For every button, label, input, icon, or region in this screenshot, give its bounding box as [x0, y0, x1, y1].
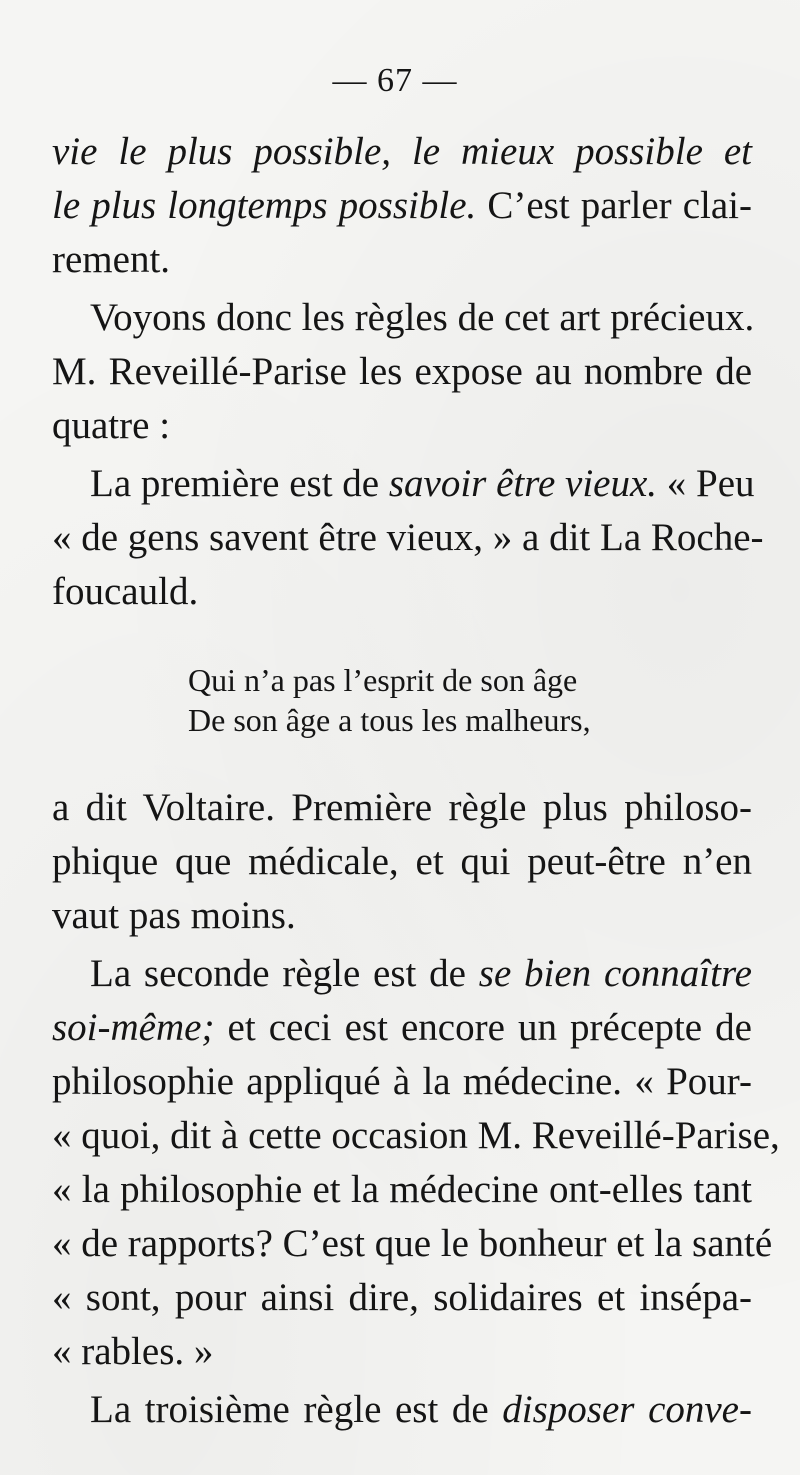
italic-span: vie le plus possible, le mieux possible et	[52, 130, 752, 173]
text-line-11: phique que médicale, et qui peut-être n’en	[52, 840, 752, 883]
text-line-18: « de rapports? C’est que le bonheur et la santé	[52, 1222, 773, 1265]
text-line-15: philosophie appliqué à la médecine. « Pour-	[52, 1060, 752, 1103]
italic-span: savoir être vieux.	[388, 462, 658, 505]
text-line-2	[52, 180, 752, 232]
text-line-21	[90, 1384, 752, 1436]
verse-line-1: Qui n’a pas l’esprit de son âge	[188, 662, 578, 698]
verse-line-2: De son âge a tous les malheurs,	[188, 702, 591, 738]
text-line-20: « rables. »	[52, 1330, 214, 1373]
text-line-19: « sont, pour ainsi dire, solidaires et insépa-	[52, 1276, 752, 1319]
text-line-9: foucauld.	[52, 570, 199, 613]
text-line-12: vaut pas moins.	[52, 894, 296, 937]
text-line-16: « quoi, dit à cette occasion M. Reveillé-Parise,	[52, 1114, 780, 1157]
text-line-5: M. Reveillé-Parise les expose au nombre de	[52, 350, 752, 393]
text-line-13	[90, 948, 752, 1000]
text-line-8: « de gens savent être vieux, » a dit La Roche-	[52, 516, 764, 559]
text-line-17: « la philosophie et la médecine ont-elles tant	[52, 1168, 752, 1211]
text-line-4: Voyons donc les règles de cet art précieux.	[90, 296, 755, 339]
text-line-10: a dit Voltaire. Première règle plus philoso-	[52, 786, 752, 829]
italic-span: le plus longtemps possible.	[52, 184, 477, 227]
text-span: C’est parler clai-	[476, 184, 752, 227]
text-span: La première est de	[90, 462, 389, 505]
text-line-7	[90, 458, 755, 510]
text-span: « Peu	[657, 462, 755, 505]
italic-span: disposer conve-	[502, 1388, 752, 1431]
italic-span: se bien connaître	[478, 952, 752, 995]
italic-span: soi-même;	[52, 1006, 215, 1049]
text-span: La troisième règle est de	[90, 1388, 503, 1431]
page-number: — 67 —	[332, 62, 458, 99]
text-span: La seconde règle est de	[90, 952, 479, 995]
text-line-6: quatre :	[52, 404, 171, 447]
text-line-3: rement.	[52, 238, 171, 281]
text-line-14	[52, 1002, 752, 1054]
text-span: et ceci est encore un précepte de	[214, 1006, 752, 1049]
text-line-1	[52, 126, 752, 178]
